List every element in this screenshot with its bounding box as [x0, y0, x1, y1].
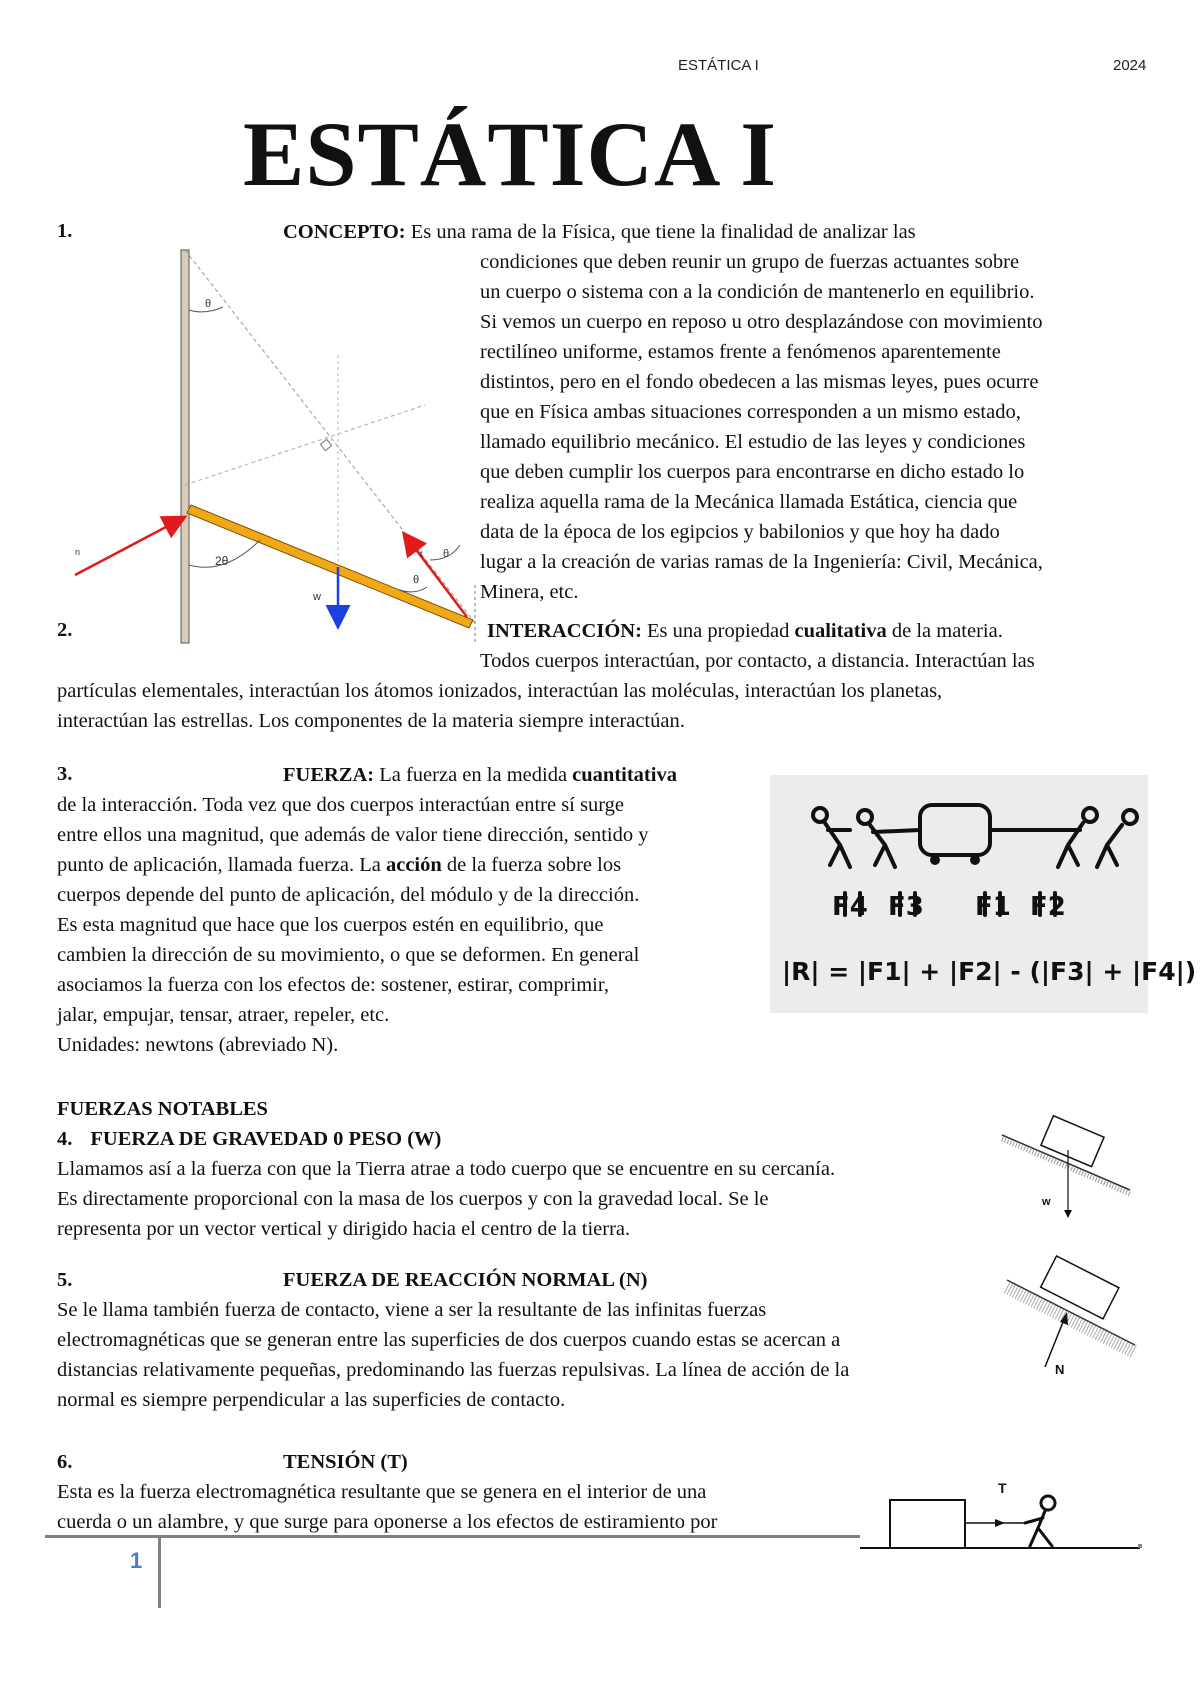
f3-sketch-label: F3	[888, 892, 924, 922]
t-label: T	[998, 1480, 1007, 1496]
normal-force-diagram	[1005, 1262, 1140, 1382]
w-label: w	[1042, 1196, 1051, 1208]
section-2-line: partículas elementales, interactúan los átomos ionizados, interactúan las moléculas, interactúan los planetas,	[57, 680, 943, 702]
running-header-title: ESTÁTICA I	[678, 57, 759, 74]
section-3-emphasis: acción	[385, 854, 442, 876]
footer-vertical-rule	[158, 1536, 161, 1608]
section-6-number: 6.	[57, 1451, 73, 1473]
section-3-heading: FUERZA:	[283, 764, 375, 786]
section-6-paragraph	[57, 1477, 718, 1537]
section-3-line: cuerpos depende del punto de aplicación, del módulo y de la dirección.	[57, 884, 640, 906]
section-2-line: interactúan las estrellas. Los componentes de la materia siempre interactúan.	[57, 710, 685, 732]
section-4-heading-line	[57, 1124, 441, 1154]
person-pulling	[1025, 1496, 1055, 1546]
n-label: N	[1055, 1362, 1065, 1377]
theta-label-bottom: θ	[413, 574, 420, 586]
f1-sketch-label: F1	[975, 892, 1011, 922]
section-3-number: 3.	[57, 763, 73, 785]
wall	[181, 250, 189, 643]
section-1-heading: CONCEPTO:	[283, 221, 406, 243]
tug-of-war-sketch	[770, 775, 1197, 1013]
section-4-heading: FUERZA DE GRAVEDAD 0 PESO (W)	[90, 1128, 442, 1150]
section-1-paragraph	[480, 247, 1043, 607]
section-1-number: 1.	[57, 220, 73, 242]
section-3-line: jalar, empujar, tensar, atraer, repeler, etc.	[57, 1004, 390, 1026]
section-4-line: Es directamente proporcional con la masa de los cuerpos y con la gravedad local. Se le	[57, 1188, 769, 1210]
section-3-line	[57, 850, 648, 880]
section-1-line: rectilíneo uniforme, estamos frente a fenómenos aparentemente	[480, 341, 1001, 363]
section-3-text: punto de aplicación, llamada fuerza. La	[57, 854, 386, 876]
section-2-text: Es una propiedad	[641, 620, 795, 642]
section-3-text: de la fuerza sobre los	[441, 854, 622, 876]
section-5-line: normal es siempre perpendicular a las superficies de contacto.	[57, 1389, 566, 1411]
t-label: t	[420, 549, 423, 559]
tension-diagram	[860, 1478, 1145, 1553]
section-1-line: lugar a la creación de varias ramas de la Ingeniería: Civil, Mecánica,	[480, 551, 1043, 573]
block	[1041, 1116, 1104, 1167]
f2-sketch-label: F2	[1030, 892, 1066, 922]
w-label: w	[313, 591, 321, 603]
section-1-line: que en Física ambas situaciones corresponden a un mismo estado,	[480, 401, 1021, 423]
running-header-year: 2024	[1113, 57, 1147, 74]
block	[890, 1500, 965, 1548]
section-1-line: data de la época de los egipcios y babilonios y que hoy ha dado	[480, 521, 1000, 543]
section-4-number: 4.	[57, 1128, 73, 1150]
section-3-emphasis: cuantitativa	[572, 764, 677, 786]
section-5-line: distancias relativamente pequeñas, predominando las fuerzas repulsivas. La línea de acción de la	[57, 1359, 850, 1381]
resultant-formula: |R| = |F1| + |F2| - (|F3| + |F4|)	[782, 957, 1197, 986]
section-3-paragraph	[57, 790, 648, 1060]
footer-rule	[45, 1535, 860, 1538]
section-3-line: entre ellos una magnitud, que además de valor tiene dirección, sentido y	[57, 824, 649, 846]
section-1-line: realiza aquella rama de la Mecánica llamada Estática, ciencia que	[480, 491, 1018, 513]
page-title: ESTÁTICA I	[243, 103, 778, 205]
section-5-heading: FUERZA DE REACCIÓN NORMAL (N)	[283, 1269, 648, 1291]
section-2-line: Todos cuerpos interactúan, por contacto, a distancia. Interactúan las	[480, 650, 1035, 672]
ladder-diagram	[55, 245, 485, 650]
section-4-paragraph	[57, 1154, 835, 1244]
section-2-text: de la materia.	[886, 620, 1003, 642]
section-1-line: Minera, etc.	[480, 581, 579, 603]
section-3-line: Unidades: newtons (abreviado N).	[57, 1034, 339, 1056]
section-5-line: Se le llama también fuerza de contacto, viene a ser la resultante de las infinitas fuerzas	[57, 1299, 767, 1321]
section-3-line: de la interacción. Toda vez que dos cuerpos interactúan entre sí surge	[57, 794, 625, 816]
section-5-number: 5.	[57, 1269, 73, 1291]
section-3-first-line	[283, 760, 677, 790]
section-2-heading: INTERACCIÓN:	[487, 620, 642, 642]
section-1-text-start: Es una rama de la Física, que tiene la finalidad de analizar las	[405, 221, 916, 243]
n-label: n	[75, 547, 81, 557]
section-2-number: 2.	[57, 619, 73, 641]
section-4-line: representa por un vector vertical y dirigido hacia el centro de la tierra.	[57, 1218, 631, 1240]
normal-force-arrow	[75, 518, 183, 575]
notable-forces-heading: FUERZAS NOTABLES	[57, 1098, 268, 1120]
theta-label-right: θ	[443, 548, 450, 560]
section-5-paragraph	[57, 1295, 849, 1415]
two-theta-label: 2θ	[215, 554, 229, 568]
section-6-line: cuerda o un alambre, y que surge para oponerse a los efectos de estiramiento por	[57, 1511, 718, 1533]
section-6-line: Esta es la fuerza electromagnética resultante que se genera en el interior de una	[57, 1481, 707, 1503]
section-1-line: que deben cumplir los cuerpos para encontrarse en dicho estado lo	[480, 461, 1025, 483]
section-1-line: llamado equilibrio mecánico. El estudio de las leyes y condiciones	[480, 431, 1026, 453]
section-2-first-line	[487, 616, 1003, 646]
f4-sketch-label: F4	[832, 892, 868, 922]
section-1-first-line	[283, 217, 916, 247]
section-6-heading: TENSIÓN (T)	[283, 1451, 408, 1473]
block	[1041, 1256, 1119, 1319]
section-1-line: Si vemos un cuerpo en reposo u otro desplazándose con movimiento	[480, 311, 1043, 333]
section-5-line: electromagnéticas que se generan entre las superficies de dos cuerpos cuando estas se acercan a	[57, 1329, 841, 1351]
section-3-line: Es esta magnitud que hace que los cuerpos estén en equilibrio, que	[57, 914, 604, 936]
section-1-line: distintos, pero en el fondo obedecen a las mismas leyes, pues ocurre	[480, 371, 1039, 393]
section-3-text: La fuerza en la medida	[374, 764, 573, 786]
weight-incline-diagram	[1000, 1115, 1135, 1220]
theta-label-top: θ	[205, 298, 212, 310]
section-2-emphasis: cualitativa	[794, 620, 887, 642]
section-4-line: Llamamos así a la fuerza con que la Tierra atrae a todo cuerpo que se encuentre en su cercanía.	[57, 1158, 836, 1180]
section-1-line: condiciones que deben reunir un grupo de fuerzas actuantes sobre	[480, 251, 1020, 273]
page-number: 1	[130, 1548, 143, 1573]
section-1-line: un cuerpo o sistema con a la condición de mantenerlo en equilibrio.	[480, 281, 1035, 303]
section-3-line: asociamos la fuerza con los efectos de: sostener, estirar, comprimir,	[57, 974, 609, 996]
section-3-line: cambien la dirección de su movimiento, o que se deformen. En general	[57, 944, 640, 966]
